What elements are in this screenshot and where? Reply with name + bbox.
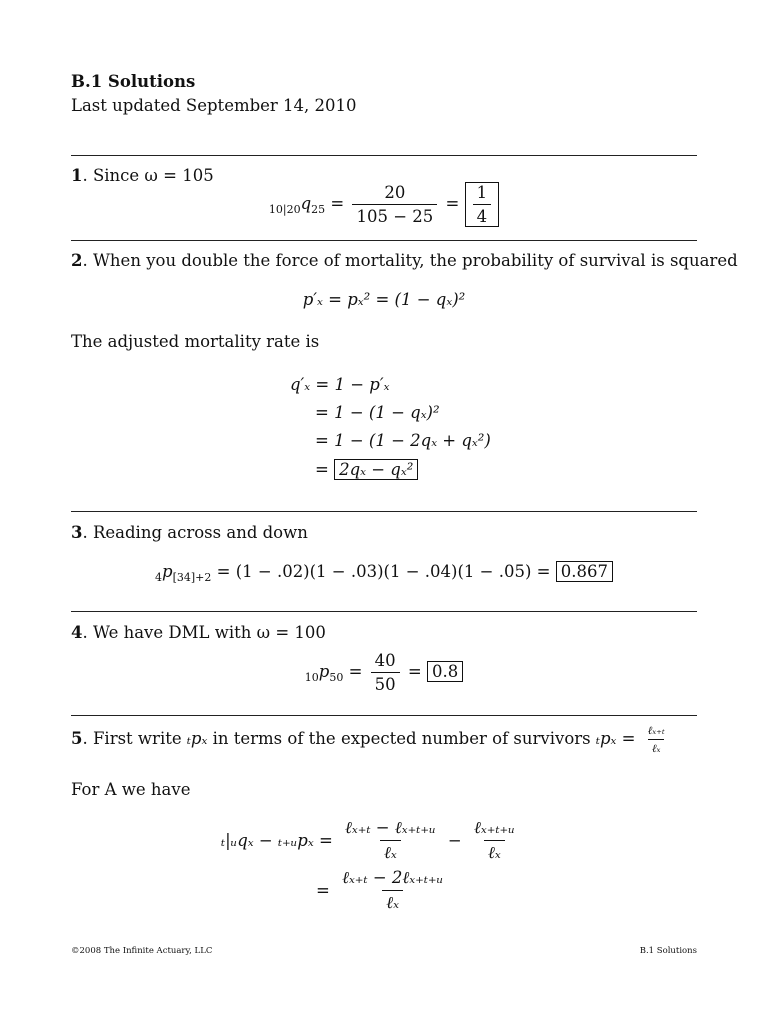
fraction: [371, 651, 400, 694]
divider: [71, 511, 697, 512]
numerator: ℓₓ₊ₜ − 2ℓₓ₊ₜ₊ᵤ: [342, 868, 444, 887]
symbol: p: [318, 662, 330, 681]
answer-box: 2qₓ − qₓ²: [334, 459, 418, 480]
answer-box: 0.867: [556, 561, 613, 582]
rhs: = (1 − .02)(1 − .03)(1 − .04)(1 − .05) =: [216, 562, 551, 581]
derivation-line-2: = 1 − (1 − qₓ)²: [315, 403, 440, 422]
numerator: ℓₓ₊ₜ₊ᵤ: [474, 818, 515, 837]
numerator: 1: [476, 183, 488, 202]
last-updated: Last updated September 14, 2010: [71, 96, 357, 115]
divider: [71, 715, 697, 716]
problem-statement: . First write: [82, 729, 187, 748]
equals: =: [315, 460, 329, 479]
divider: [71, 155, 697, 156]
numerator: 20: [384, 183, 406, 202]
problem-statement: . Reading across and down: [82, 523, 308, 542]
problem-number: 2: [71, 251, 83, 270]
problem-number: 5: [71, 729, 83, 748]
denominator: 4: [473, 204, 492, 226]
problem-4-equation: $_{10}p_{50}$ = $\frac{40}{50}$ = 0.8: [71, 651, 697, 694]
numerator: ℓₓ₊ₜ − ℓₓ₊ₜ₊ᵤ: [345, 818, 436, 837]
denominator: 105 − 25: [352, 204, 437, 226]
symbol: p: [162, 562, 173, 581]
answer-box: 0.8: [427, 661, 463, 682]
page-title: B.1 Solutions: [71, 72, 196, 91]
denominator: ℓₓ: [382, 890, 403, 913]
derivation-line-4: [315, 460, 418, 479]
fraction: [644, 724, 669, 755]
divider: [71, 240, 697, 241]
footer-copyright: ©2008 The Infinite Actuary, LLC: [71, 946, 213, 956]
problem-statement-cont: in terms of the expected number of survivors: [207, 729, 596, 748]
derivation-line-3: = 1 − (1 − 2qₓ + qₓ²): [315, 431, 491, 450]
prefix: 10|20: [268, 203, 301, 216]
problem-1-equation: $_{10|20}q_{25}$ = $\frac{20}{105 - 25}$ = $\frac{1}{4}$: [71, 182, 697, 227]
problem-2-text-2: The adjusted mortality rate is: [71, 332, 320, 351]
problem-5-text: [71, 724, 672, 755]
numerator: 40: [374, 651, 396, 670]
answer-fraction: [473, 183, 492, 226]
symbol: q: [300, 194, 312, 213]
subscript: 50: [329, 671, 344, 684]
problem-5-equation-1: [221, 818, 522, 863]
footer-section: B.1 Solutions: [639, 946, 697, 956]
numerator: ℓₓ₊ₜ: [647, 724, 665, 737]
answer-box: [465, 182, 500, 227]
problem-number: 4: [71, 623, 83, 642]
problem-2-equation: p′ₓ = pₓ² = (1 − qₓ)²: [302, 290, 466, 309]
denominator: ℓₓ: [380, 840, 401, 863]
problem-2-text: [71, 251, 738, 270]
subscript: [34]+2: [172, 571, 212, 584]
problem-4-text: [71, 623, 326, 642]
denominator: ℓₓ: [648, 739, 665, 755]
lhs: ₜ|ᵤqₓ − ₜ₊ᵤpₓ =: [221, 831, 333, 850]
prefix: 4: [155, 571, 163, 584]
problem-number: 1: [71, 166, 83, 185]
math-tp-eq: ₜpₓ =: [595, 729, 636, 748]
equals: =: [316, 881, 330, 900]
subscript: 25: [311, 203, 326, 216]
minus: −: [447, 831, 462, 850]
problem-5-text-2: For A we have: [71, 780, 191, 799]
fraction: [341, 818, 440, 863]
denominator: ℓₓ: [484, 840, 505, 863]
divider: [71, 611, 697, 612]
fraction: [470, 818, 519, 863]
problem-number: 3: [71, 523, 83, 542]
problem-statement: . We have DML with ω = 100: [82, 623, 326, 642]
problem-statement: . When you double the force of mortality, the probability of survival is squared: [82, 251, 738, 270]
denominator: 50: [371, 672, 400, 694]
problem-statement: . Since ω = 105: [82, 166, 214, 185]
prefix: 10: [304, 671, 319, 684]
problem-3-equation: [71, 562, 697, 584]
problem-5-equation-2: [316, 868, 450, 913]
fraction: [352, 183, 437, 226]
fraction: [338, 868, 447, 913]
problem-3-text: [71, 523, 308, 542]
math-tp: ₜpₓ: [186, 729, 208, 748]
derivation-line-1: q′ₓ = 1 − p′ₓ: [290, 375, 390, 394]
